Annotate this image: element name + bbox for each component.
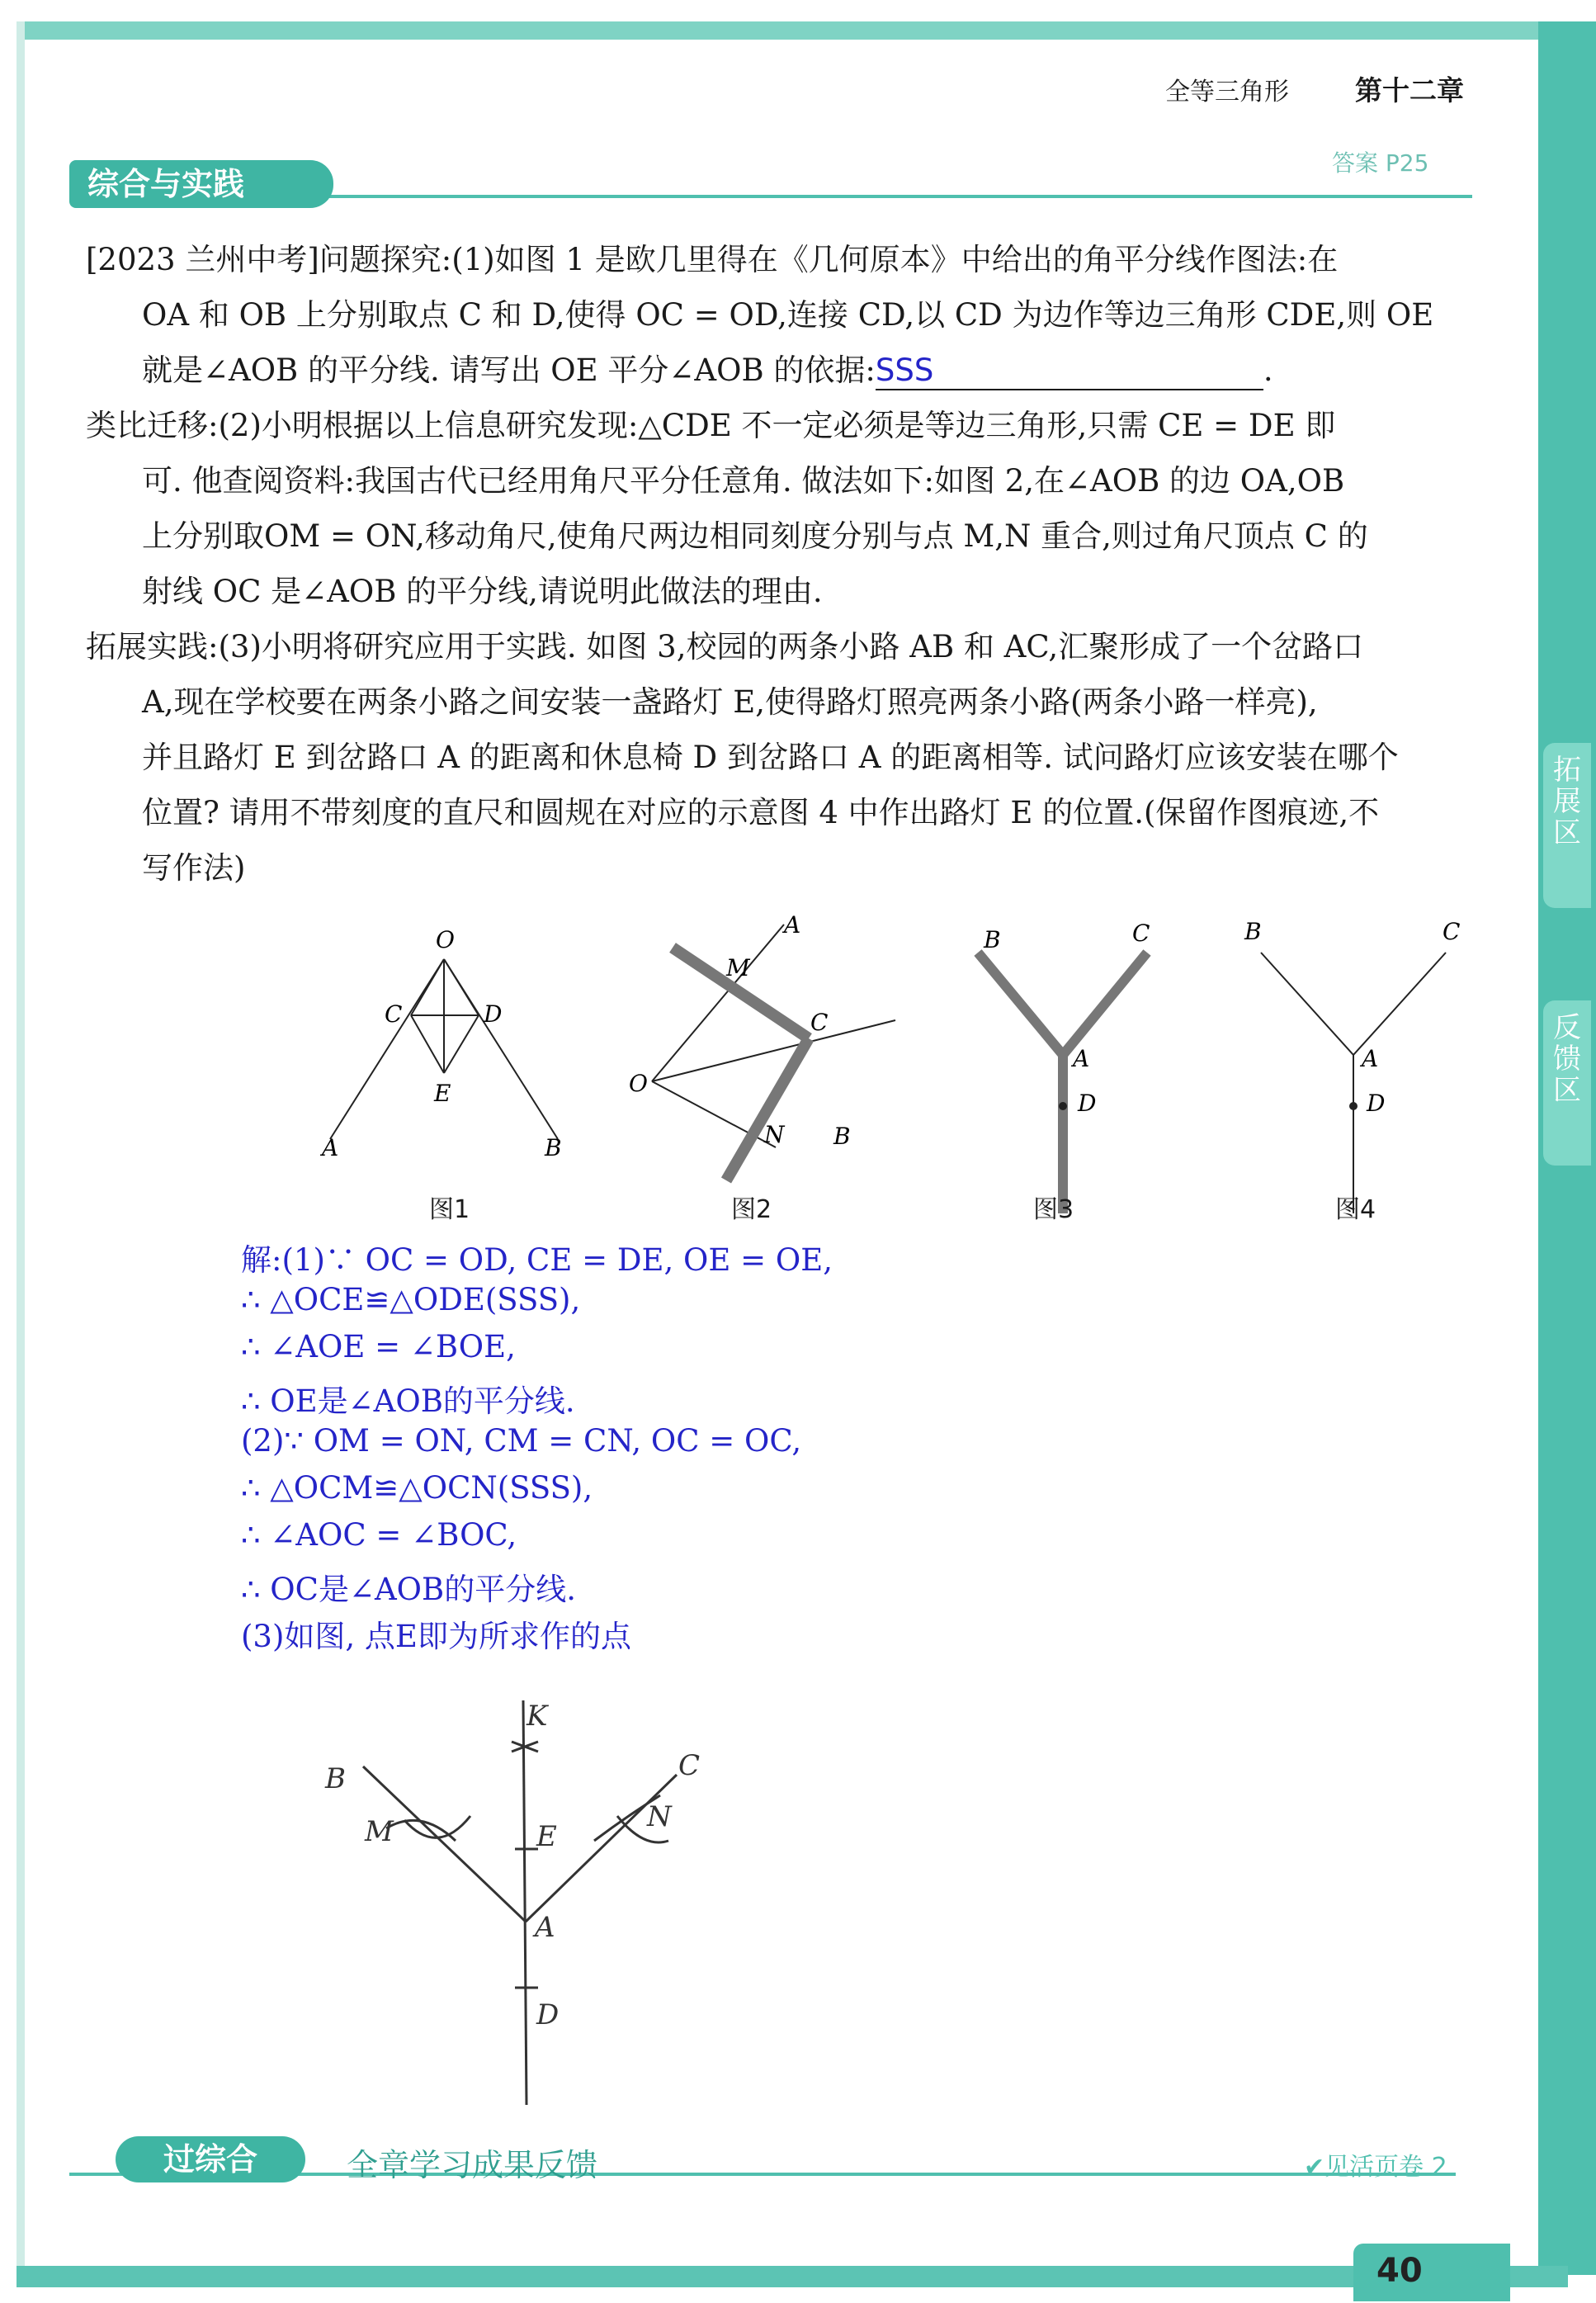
solution-line-8: ∴ OC是∠AOB的平分线. bbox=[241, 1572, 576, 1607]
fig3-label-c: C bbox=[1132, 920, 1150, 947]
problem-line-3 bbox=[142, 343, 1273, 398]
check-icon: ✔ bbox=[1304, 2153, 1325, 2182]
problem-line-11: 位置? 请用不带刻度的直尺和圆规在对应的示意图 4 中作出路灯 E 的位置.(保留作图痕迹,不 bbox=[142, 795, 1380, 830]
solution-line-2: ∴ △OCE≌△ODE(SSS), bbox=[241, 1282, 581, 1317]
blank-end: . bbox=[1263, 352, 1273, 388]
construction-label-k: K bbox=[526, 1700, 548, 1733]
fig4-label-c: C bbox=[1443, 918, 1461, 945]
footer-subtitle: 全章学习成果反馈 bbox=[347, 2147, 598, 2183]
construction-figure bbox=[314, 1692, 759, 2121]
chapter-title: 第十二章 bbox=[1355, 74, 1464, 106]
caption-fig4: 图4 bbox=[1335, 1195, 1376, 1224]
figure-1 bbox=[330, 959, 558, 1139]
solution-line-7: ∴ ∠AOC = ∠BOC, bbox=[241, 1517, 517, 1553]
problem-line-1: [2023 兰州中考]问题探究:(1)如图 1 是欧几里得在《几何原本》中给出的角平分线作图法:在 bbox=[86, 242, 1339, 277]
problem-line-8: 拓展实践:(3)小明将研究应用于实践. 如图 3,校园的两条小路 AB 和 AC,汇聚形成了一个岔路口 bbox=[86, 629, 1364, 664]
fig4-label-a: A bbox=[1362, 1045, 1379, 1072]
fig3-point-d bbox=[1059, 1102, 1067, 1110]
fig3-label-a: A bbox=[1073, 1045, 1090, 1072]
fig2-label-m: M bbox=[726, 954, 750, 981]
fig4-point-d bbox=[1349, 1102, 1358, 1110]
problem-line-9: A,现在学校要在两条小路之间安装一盏路灯 E,使得路灯照亮两条小路(两条小路一样亮), bbox=[142, 684, 1318, 720]
fig1-label-b: B bbox=[545, 1134, 562, 1161]
fig2-label-a: A bbox=[784, 911, 801, 939]
construction-label-a: A bbox=[535, 1911, 555, 1944]
caption-fig1: 图1 bbox=[429, 1195, 470, 1224]
side-tab-feedback[interactable] bbox=[1543, 1000, 1591, 1166]
problem-line-5: 可. 他查阅资料:我国古代已经用角尺平分任意角. 做法如下:如图 2,在∠AOB 的边 OA,OB bbox=[142, 463, 1345, 499]
problem-line-12: 写作法) bbox=[142, 850, 246, 886]
problem-line-10: 并且路灯 E 到岔路口 A 的距离和休息椅 D 到岔路口 A 的距离相等. 试问路灯应该安装在哪个 bbox=[142, 740, 1399, 775]
side-tab-expand-label: 拓展区 bbox=[1553, 754, 1581, 849]
side-tab-expand[interactable] bbox=[1543, 743, 1591, 908]
fig1-label-c: C bbox=[385, 1000, 403, 1028]
solution-line-5: (2)∵ OM = ON, CM = CN, OC = OC, bbox=[241, 1423, 802, 1459]
figure-4 bbox=[1261, 953, 1446, 1213]
solution-line-4: ∴ OE是∠AOB的平分线. bbox=[241, 1383, 575, 1419]
footer-link[interactable] bbox=[1304, 2146, 1447, 2182]
problem-line-3-text: 就是∠AOB 的平分线. 请写出 OE 平分∠AOB 的依据: bbox=[142, 352, 876, 388]
fig3-label-d: D bbox=[1078, 1090, 1097, 1117]
fig2-label-o: O bbox=[629, 1070, 648, 1097]
problem-line-7: 射线 OC 是∠AOB 的平分线,请说明此做法的理由. bbox=[142, 574, 823, 609]
caption-fig2: 图2 bbox=[731, 1195, 772, 1224]
construction-label-d: D bbox=[536, 1998, 560, 2031]
construction-label-c: C bbox=[678, 1749, 701, 1782]
left-border bbox=[17, 21, 25, 2275]
construction-label-e: E bbox=[536, 1820, 557, 1853]
top-border bbox=[17, 21, 1584, 40]
answer-reference[interactable]: 答案 P25 bbox=[1332, 149, 1429, 177]
construction-label-n: N bbox=[647, 1800, 672, 1833]
side-tab-feedback-label: 反馈区 bbox=[1553, 1011, 1581, 1107]
problem-line-2: OA 和 OB 上分别取点 C 和 D,使得 OC = OD,连接 CD,以 CD 为边作等边三角形 CDE,则 OE bbox=[142, 297, 1434, 333]
bottom-border bbox=[17, 2266, 1568, 2287]
solution-line-9: (3)如图, 点E即为所求作的点 bbox=[241, 1619, 631, 1654]
solution-line-3: ∴ ∠AOE = ∠BOE, bbox=[241, 1329, 516, 1364]
section-title: 综合与实践 bbox=[69, 160, 333, 208]
problem-line-6: 上分别取OM = ON,移动角尺,使角尺两边相同刻度分别与点 M,N 重合,则过角尺顶点 C 的 bbox=[142, 518, 1368, 554]
footer-tag: 过综合 bbox=[116, 2136, 305, 2182]
fig2-label-n: N bbox=[764, 1121, 785, 1148]
page-number: 40 bbox=[1376, 2252, 1423, 2290]
figure-3 bbox=[978, 953, 1147, 1213]
construction-label-b: B bbox=[325, 1762, 346, 1795]
fig2-label-b: B bbox=[833, 1123, 851, 1150]
footer-link-label: 见活页卷 2 bbox=[1324, 2153, 1447, 2182]
fig1-label-e: E bbox=[434, 1080, 451, 1107]
solution-line-1: 解:(1)∵ OC = OD, CE = DE, OE = OE, bbox=[241, 1242, 833, 1278]
figures-row bbox=[297, 908, 1485, 1238]
fig4-label-b: B bbox=[1244, 918, 1262, 945]
blank-answer: SSS bbox=[876, 352, 1263, 390]
fig1-label-a: A bbox=[322, 1134, 339, 1161]
fig1-label-o: O bbox=[436, 926, 455, 953]
fig3-label-b: B bbox=[984, 926, 1001, 953]
fig1-label-d: D bbox=[484, 1000, 503, 1028]
problem-line-4: 类比迁移:(2)小明根据以上信息研究发现:△CDE 不一定必须是等边三角形,只需 CE = DE 即 bbox=[86, 408, 1336, 443]
book-title: 全等三角形 bbox=[1165, 78, 1289, 106]
construction-label-m: M bbox=[365, 1815, 394, 1848]
caption-fig3: 图3 bbox=[1033, 1195, 1074, 1224]
solution-line-6: ∴ △OCM≌△OCN(SSS), bbox=[241, 1470, 593, 1506]
fig4-label-d: D bbox=[1367, 1090, 1386, 1117]
fig2-label-c: C bbox=[810, 1009, 829, 1036]
